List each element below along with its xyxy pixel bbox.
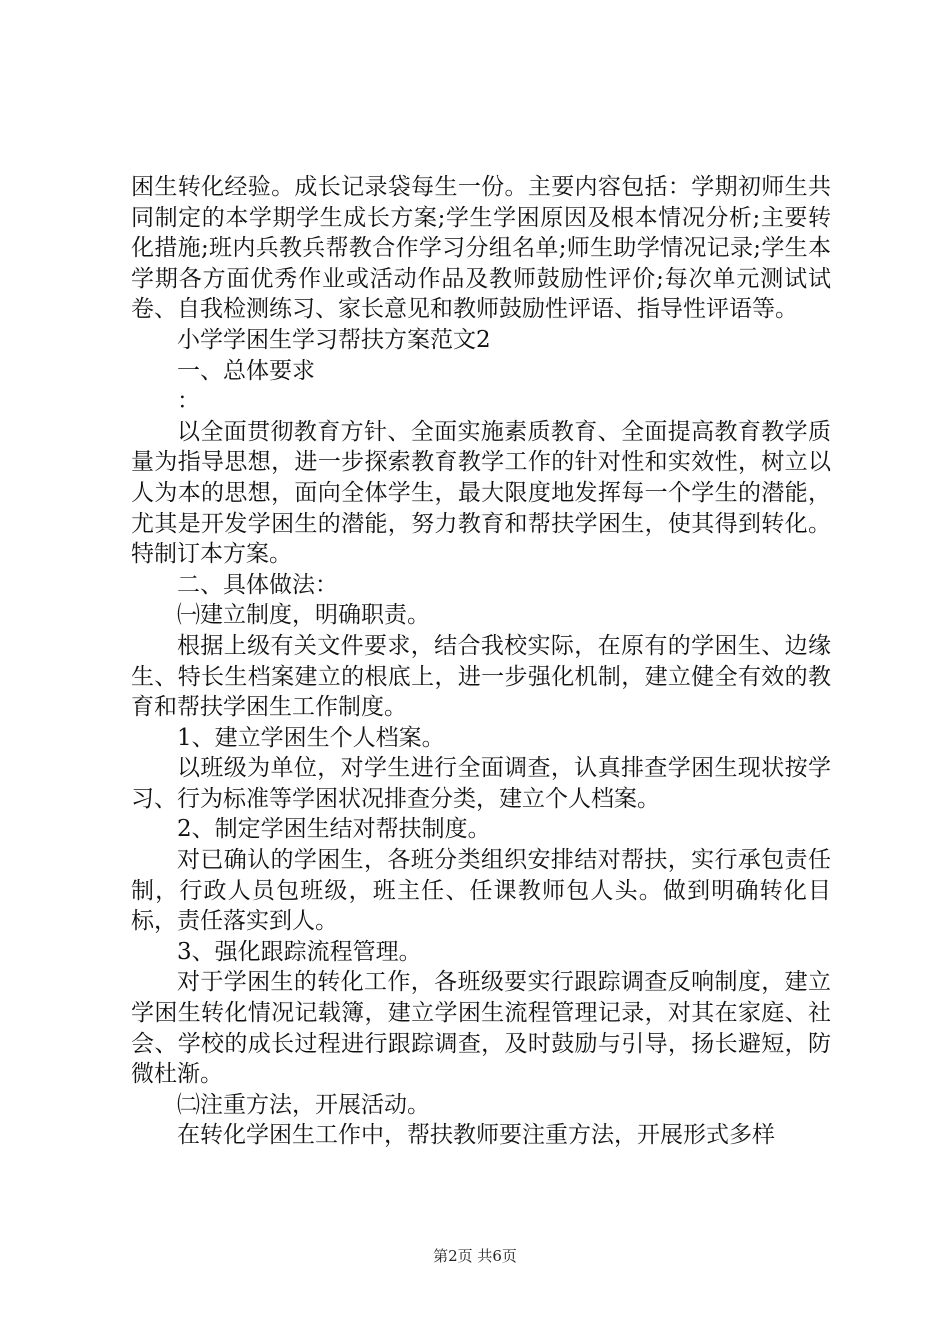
paragraph: 以全面贯彻教育方针、全面实施素质教育、全面提高教育教学质量为指导思想，进一步探索教育教学工作的针对性和实效性，树立以人为本的思想，面向全体学生，最大限度地发挥每一个学生的潜能，尤其是开发学困生的潜能，努力教育和帮扶学困生，使其得到转化。特制订本方案。 bbox=[131, 418, 831, 568]
heading-general-requirements: 一、总体要求 bbox=[177, 357, 315, 384]
paragraph: 困生转化经验。成长记录袋每生一份。主要内容包括：学期初师生共同制定的本学期学生成长方案;学生学困原因及根本情况分析;主要转化措施;班内兵教兵帮教合作学习分组名单;师生助学情况记录;学生本学期各方面优秀作业或活动作品及教师鼓励性评价;每次单元测试试卷、自我检测练习、家长意见和教师鼓励性评语、指导性评语等。 bbox=[131, 174, 831, 323]
list-item-heading: 3、强化跟踪流程管理。 bbox=[177, 938, 422, 965]
subheading: ㈠建立制度，明确职责。 bbox=[177, 602, 430, 629]
section-title: 小学学困生学习帮扶方案范文2 bbox=[177, 326, 491, 353]
paragraph: 以班级为单位，对学生进行全面调查，认真排查学困生现状按学习、行为标准等学困状况排查分类，建立个人档案。 bbox=[131, 755, 831, 812]
paragraph: 对于学困生的转化工作，各班级要实行跟踪调查反响制度，建立学困生转化情况记载簿，建立学困生流程管理记录，对其在家庭、社会、学校的成长过程进行跟踪调查，及时鼓励与引导，扬长避短，防微杜渐。 bbox=[131, 969, 831, 1088]
colon-line: ： bbox=[177, 388, 200, 415]
paragraph: 根据上级有关文件要求，结合我校实际，在原有的学困生、边缘生、特长生档案建立的根底上，进一步强化机制，建立健全有效的教育和帮扶学困生工作制度。 bbox=[131, 632, 831, 721]
heading-specific-methods: 二、具体做法： bbox=[177, 571, 338, 598]
paragraph: 在转化学困生工作中，帮扶教师要注重方法，开展形式多样 bbox=[177, 1122, 775, 1149]
paragraph: 对已确认的学困生，各班分类组织安排结对帮扶，实行承包责任制，行政人员包班级，班主任、任课教师包人头。做到明确转化目标，责任落实到人。 bbox=[131, 847, 831, 935]
subheading: ㈡注重方法，开展活动。 bbox=[177, 1091, 430, 1118]
document-body bbox=[131, 172, 831, 1151]
page-number-footer: 第2页 共6页 bbox=[433, 1247, 517, 1265]
list-item-heading: 2、制定学困生结对帮扶制度。 bbox=[177, 816, 491, 843]
list-item-heading: 1、建立学困生个人档案。 bbox=[177, 724, 445, 751]
